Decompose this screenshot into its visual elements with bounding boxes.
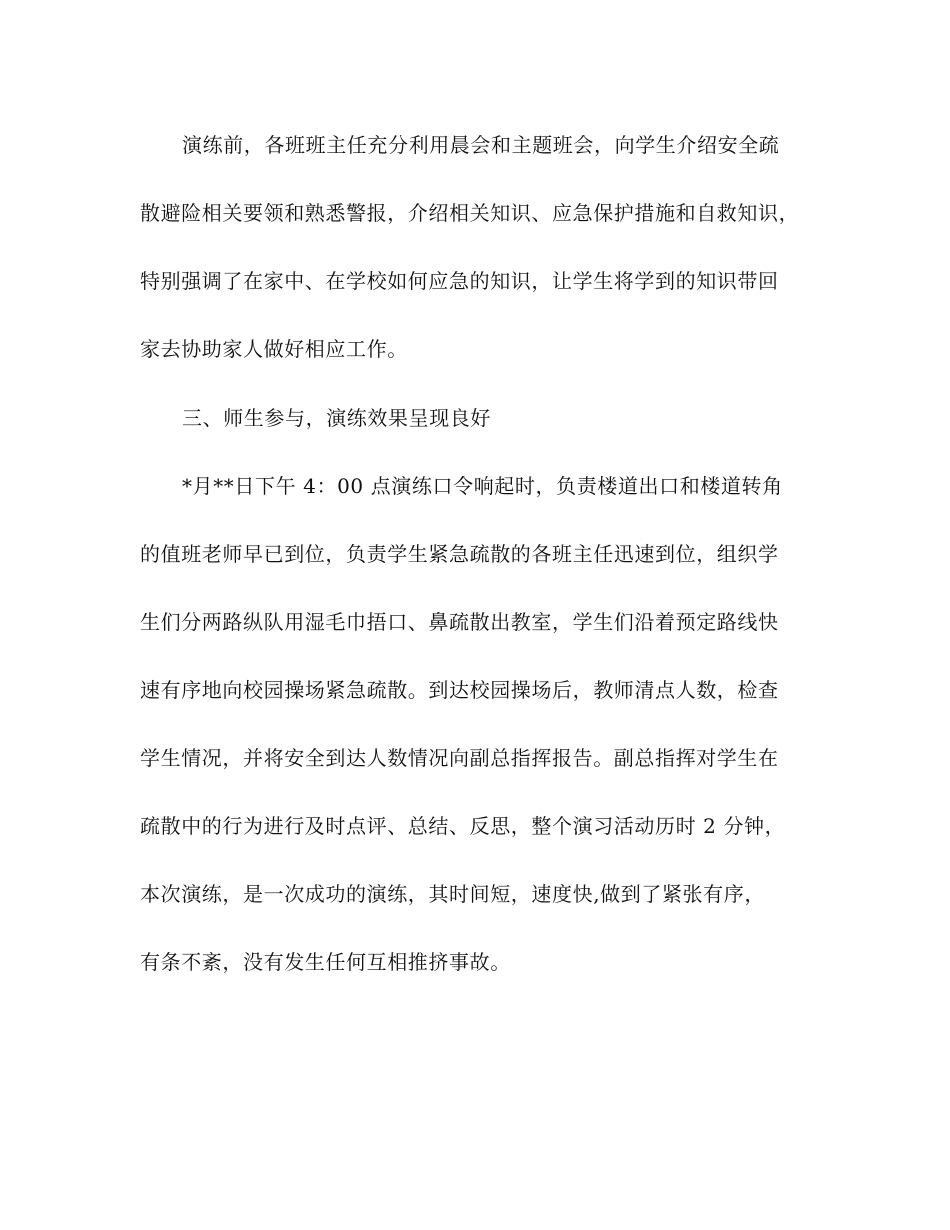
paragraph-2-line-5: 学生情况，并将安全到达人数情况向副总指挥报告。副总指挥对学生在 <box>140 746 779 770</box>
paragraph-2-line-7: 本次演练，是一次成功的演练，其时间短，速度快,做到了紧张有序， <box>140 882 765 906</box>
paragraph-2-line-1: *月**日下午 4：00 点演练口令响起时，负责楼道出口和楼道转角 <box>182 474 783 498</box>
paragraph-1-line-2: 散避险相关要领和熟悉警报，介绍相关知识、应急保护措施和自救知识， <box>140 201 800 225</box>
section-heading: 三、师生参与，演练效果呈现良好 <box>182 406 491 430</box>
paragraph-1-line-3: 特别强调了在家中、在学校如何应急的知识，让学生将学到的知识带回 <box>140 269 779 293</box>
paragraph-2-line-4: 速有序地向校园操场紧急疏散。到达校园操场后，教师清点人数，检查 <box>140 678 779 702</box>
paragraph-1-line-1: 演练前，各班班主任充分利用晨会和主题班会，向学生介绍安全疏 <box>182 133 780 157</box>
paragraph-2-line-2: 的值班老师早已到位，负责学生紧急疏散的各班主任迅速到位，组织学 <box>140 542 779 566</box>
paragraph-2-line-6: 疏散中的行为进行及时点评、总结、反思，整个演习活动历时 2 分钟， <box>140 814 786 838</box>
paragraph-2-line-8: 有条不紊，没有发生任何互相推挤事故。 <box>140 950 511 974</box>
paragraph-2-line-3: 生们分两路纵队用湿毛巾捂口、鼻疏散出教室，学生们沿着预定路线快 <box>140 610 779 634</box>
paragraph-1-line-4: 家去协助家人做好相应工作。 <box>140 337 408 361</box>
